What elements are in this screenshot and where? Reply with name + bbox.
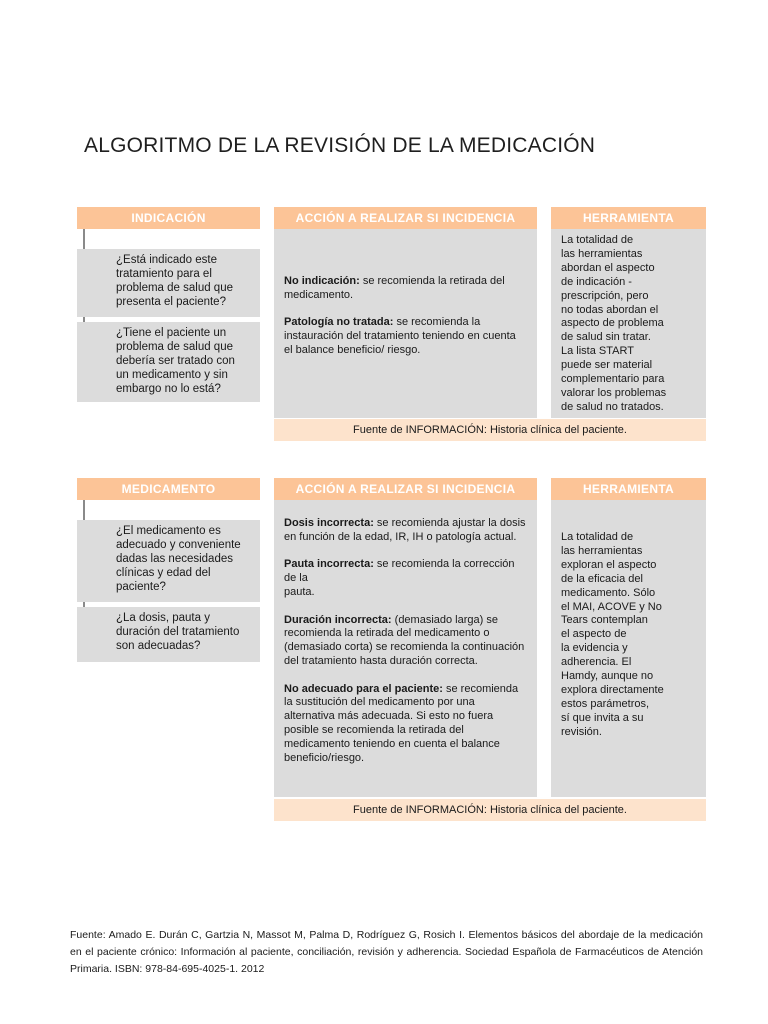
tool-text: La totalidad de	[561, 531, 634, 543]
action-box	[274, 500, 537, 797]
tool-text: Hamdy, aunque no	[561, 670, 654, 683]
tool-text: las herramientas	[561, 247, 643, 260]
question-box	[77, 249, 260, 317]
tool-box	[551, 229, 706, 418]
tool-text: estos parámetros,	[561, 697, 650, 710]
header-medicamento: MEDICAMENTO	[77, 478, 260, 500]
action-item	[284, 275, 527, 303]
header-herramienta: HERRAMIENTA	[551, 207, 706, 229]
tool-text: de salud no tratados.	[561, 400, 664, 413]
tool-text: el aspecto de	[561, 628, 627, 641]
header-herramienta: HERRAMIENTA	[551, 478, 706, 500]
tool-text: explora directamente	[561, 683, 664, 696]
action-text: se recomienda la corrección de la	[284, 558, 515, 585]
question-box	[77, 607, 260, 662]
tool-text: complementario para	[561, 373, 665, 386]
action-label: Dosis incorrecta:	[284, 517, 374, 529]
footer-citation: Fuente: Amado E. Durán C, Gartzia N, Massot M, Palma D, Rodríguez G, Rosich I. Elementos básicos del abordaje de la medicación en el paciente crónico: Información al paciente, conciliación, revisión y adherencia. Sociedad Española de Farmacéuticos de Atención Primaria. ISBN: 978-84-695-4025-1. 2012	[70, 929, 703, 975]
header-accion: ACCIÓN A REALIZAR SI INCIDENCIA	[274, 478, 537, 500]
tool-text: abordan el aspecto	[561, 261, 655, 274]
question-box	[77, 520, 260, 602]
tool-text: de salud sin tratar.	[561, 331, 651, 344]
action-label: No adecuado para el paciente:	[284, 682, 443, 695]
tool-text: revisión.	[561, 725, 602, 738]
tool-text: medicamento. Sólo	[561, 586, 656, 599]
question-box	[77, 322, 260, 402]
question-text: ¿La dosis, pauta y duración del tratamiento son adecuadas?	[116, 612, 240, 652]
page-title: ALGORITMO DE LA REVISIÓN DE LA MEDICACIÓN	[84, 134, 596, 157]
header-indicacion: INDICACIÓN	[77, 207, 260, 229]
question-text: ¿El medicamento es adecuado y conveniente dadas las necesidades clínicas y edad del paciente?	[116, 525, 241, 593]
action-label: No indicación:	[284, 275, 360, 287]
tool-text: La lista START	[561, 345, 634, 358]
tool-text: de la eficacia del	[561, 572, 643, 585]
action-text: (demasiado larga) se recomienda la retirada del medicamento o (demasiado corta) se recomienda la continuación del tratamiento hasta duración correcta.	[284, 613, 525, 667]
tool-text: de indicación -	[561, 275, 632, 288]
action-label: Pauta incorrecta:	[284, 558, 374, 571]
action-box	[274, 229, 537, 418]
question-text: ¿Tiene el paciente un problema de salud que debería ser tratado con un medicamento y sin embargo no lo está?	[116, 327, 235, 395]
tool-text: valorar los problemas	[561, 386, 667, 399]
action-label: Patología no tratada:	[284, 316, 394, 329]
header-accion: ACCIÓN A REALIZAR SI INCIDENCIA	[274, 207, 537, 229]
action-item	[284, 558, 527, 599]
action-text: se recomienda la sustitución del medicamento por una alternativa más adecuada. Si esto no fuera posible se recomienda la retirada del medicamento teniendo en cuenta el balance beneficio/riesgo.	[284, 682, 519, 764]
action-text: se recomienda ajustar la dosis en función de la edad, IR, IH o patología actual.	[284, 517, 526, 543]
action-text: se recomienda la instauración del tratamiento teniendo en cuenta el balance beneficio/ riesgo.	[284, 316, 516, 356]
tool-text: las herramientas	[561, 544, 643, 557]
tool-text: Tears contemplan	[561, 614, 648, 627]
action-item	[284, 316, 527, 357]
tool-text: aspecto de problema	[561, 317, 664, 330]
tool-text: el MAI, ACOVE y No	[561, 600, 662, 613]
action-label: Duración incorrecta:	[284, 613, 392, 626]
tool-text: La totalidad de	[561, 234, 634, 246]
tool-box	[551, 500, 706, 797]
question-text: ¿Está indicado este tratamiento para el problema de salud que presenta el paciente?	[116, 254, 233, 308]
action-item	[284, 614, 527, 669]
information-source: Fuente de INFORMACIÓN: Historia clínica del paciente.	[274, 419, 706, 441]
action-text: se recomienda la retirada del medicamento.	[284, 275, 505, 301]
tool-text: puede ser material	[561, 359, 653, 372]
tool-text: adherencia. El	[561, 656, 632, 669]
action-item	[284, 517, 527, 545]
tool-text: la evidencia y	[561, 642, 628, 655]
tool-text: no todas abordan el	[561, 303, 659, 316]
information-source: Fuente de INFORMACIÓN: Historia clínica del paciente.	[274, 799, 706, 821]
action-item	[284, 683, 527, 766]
tool-text: exploran el aspecto	[561, 558, 657, 571]
action-text: pauta.	[284, 585, 315, 598]
tool-text: prescripción, pero	[561, 289, 649, 302]
tool-text: sí que invita a su	[561, 711, 644, 724]
